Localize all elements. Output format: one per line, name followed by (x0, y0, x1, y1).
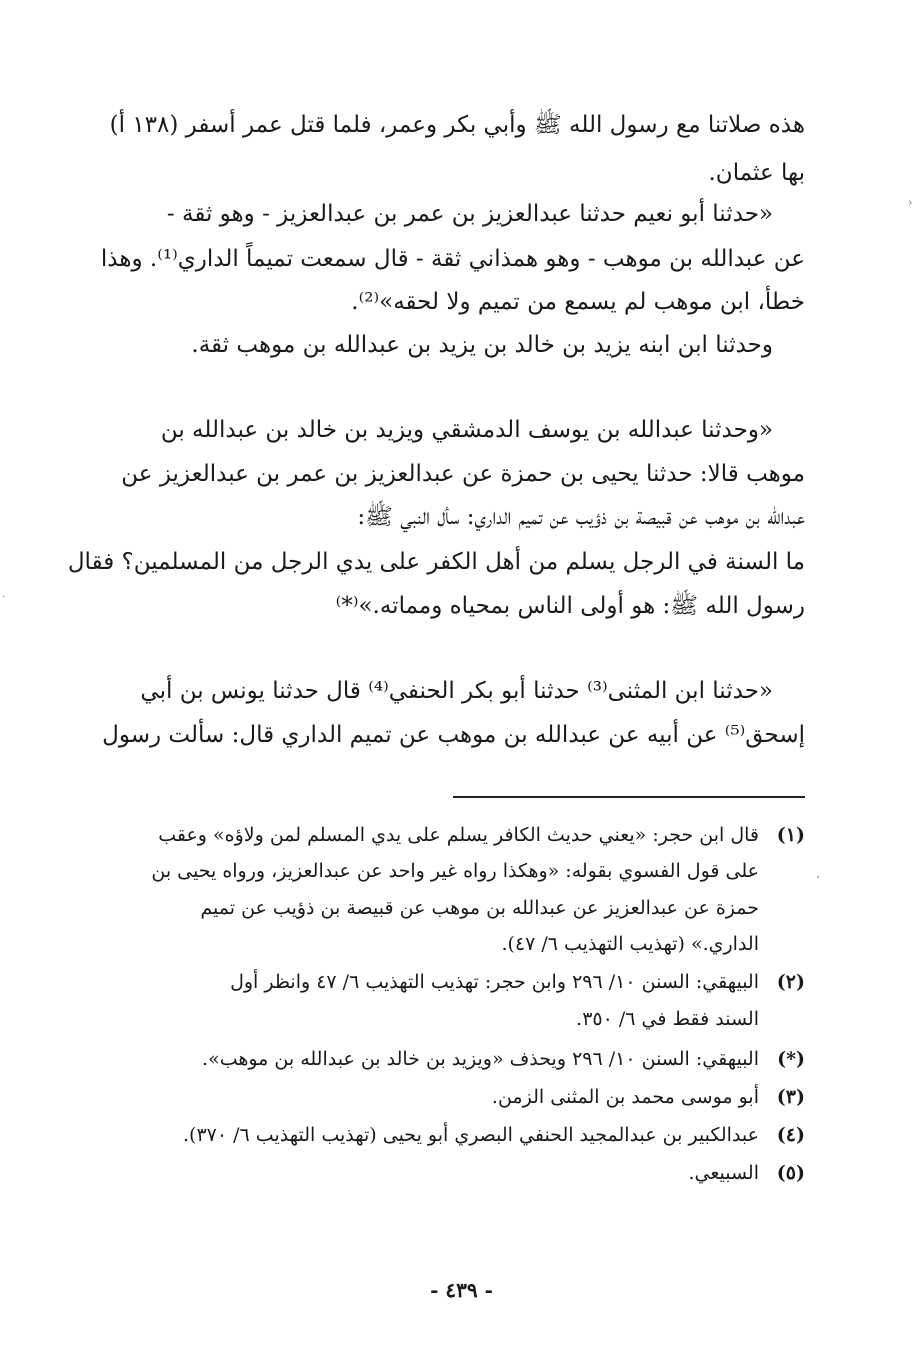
footnote-1 (158, 816, 805, 854)
footnote-marker: (*) (777, 1048, 805, 1070)
text-line: «وحدثنا عبدالله بن يوسف الدمشقي ويزيد بن خالد بن عبدالله بن (160, 417, 773, 443)
text-line: وحدثنا ابن ابنه يزيد بن خالد بن يزيد بن عبدالله بن موهب ثقة. (191, 332, 773, 358)
footnote-star (202, 1040, 805, 1078)
footnote-marker: (٣) (776, 1086, 805, 1108)
text-line: هذه صلاتنا مع رسول الله ﷺ وأبي بكر وعمر، فلما قتل عمر أسفر (١٣٨ أ) (109, 112, 805, 138)
footnote-text: قال ابن حجر: «يعني حديث الكافر يسلم على يدي المسلم لمن ولاؤه» وعقب (158, 824, 759, 846)
footnote-text: البيهقي: السنن ١٠/ ٢٩٦ وابن حجر: تهذيب التهذيب ٦/ ٤٧ وانظر أول (230, 971, 759, 993)
footnote-marker: (٥) (776, 1162, 805, 1184)
text-line: موهب قالا: حدثنا يحيى بن حمزة عن عبدالعزيز بن عمر بن عبدالعزيز عن (121, 461, 805, 487)
text-line: عن عبدالله بن موهب - وهو همذاني ثقة - قال سمعت تميماً الداري⁽¹⁾. وهذا (100, 246, 805, 272)
text-line: ما السنة في الرجل يسلم من أهل الكفر على يدي الرجل من المسلمين؟ فقال (67, 549, 805, 575)
margin-mark: ‹ (908, 196, 913, 209)
footnote-3 (492, 1078, 805, 1116)
page-number: - ٤٣٩ - (430, 1278, 493, 1302)
text-line: «حدثنا ابن المثنى⁽³⁾ حدثنا أبو بكر الحنفي⁽⁴⁾ قال حدثنا يونس بن أبي (140, 678, 773, 704)
footnote-separator (453, 796, 805, 798)
footnote-5 (688, 1154, 805, 1192)
footnote-4 (183, 1116, 805, 1154)
footnote-marker: (٢) (776, 971, 805, 993)
footnote-marker: (٤) (776, 1124, 805, 1146)
margin-mark: ، (816, 868, 820, 881)
text-line: بها عثمان. (708, 160, 805, 186)
footnote-text: أبو موسى محمد بن المثنى الزمن. (491, 1086, 759, 1108)
footnote-text: السبيعي. (688, 1162, 759, 1184)
text-line: إسحق⁽⁵⁾ عن أبيه عن عبدالله بن موهب عن تميم الداري قال: سألت رسول (102, 722, 805, 748)
footnote-marker: (١) (776, 824, 805, 846)
text-line: خطأ، ابن موهب لم يسمع من تميم ولا لحقه»⁽²⁾. (351, 289, 805, 315)
footnote-line: على قول الفسوي بقوله: «وهكذا رواه غير واحد عن عبدالعزيز، ورواه يحيى بن (151, 860, 759, 882)
footnote-line: السند فقط في ٦/ ٣٥٠. (576, 1008, 759, 1030)
footnote-line: الداري.» (تهذيب التهذيب ٦/ ٤٧). (501, 933, 759, 955)
margin-mark: · (2, 590, 6, 603)
footnote-text: عبدالكبير بن عبدالمجيد الحنفي البصري أبو يحيى (تهذيب التهذيب ٦/ ٣٧٠). (183, 1124, 759, 1146)
footnote-line: حمزة عن عبدالعزيز عن عبدالله بن موهب عن قبيصة بن ذؤيب عن تميم (200, 897, 759, 919)
footnote-text: البيهقي: السنن ١٠/ ٢٩٦ ويحذف «ويزيد بن خالد بن عبدالله بن موهب». (202, 1048, 759, 1070)
footnote-2 (230, 963, 805, 1001)
text-line: «حدثنا أبو نعيم حدثنا عبدالعزيز بن عمر بن عبدالعزيز - وهو ثقة - (166, 201, 773, 227)
text-line: عبدالله بن موهب عن قبيصة بن ذؤيب عن تميم الداري: سأل النبي ﷺ: (357, 504, 805, 530)
text-line: رسول الله ﷺ: هو أولى الناس بمحياه ومماته.»⁽*⁾ (335, 593, 805, 619)
